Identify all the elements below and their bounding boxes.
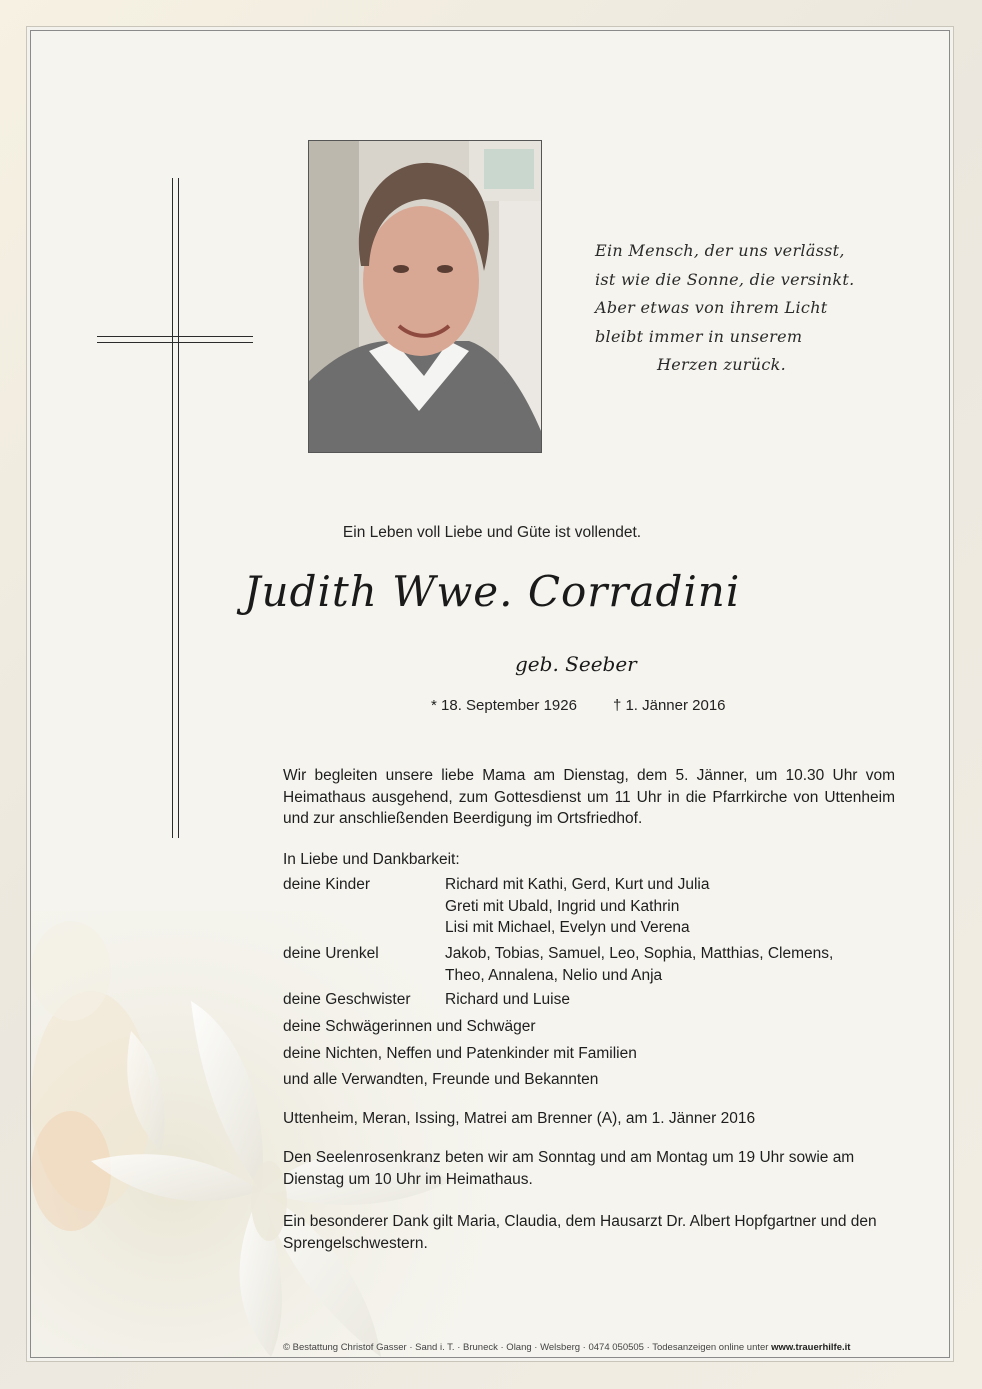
quote-line: ist wie die Sonne, die versinkt. bbox=[595, 269, 855, 289]
relative-line: und alle Verwandten, Freunde und Bekannten bbox=[283, 1071, 599, 1088]
quote-line: Ein Mensch, der uns verlässt, bbox=[595, 241, 845, 260]
quote-line: Aber etwas von ihrem Licht bbox=[595, 298, 828, 317]
thanks-heading: In Liebe und Dankbarkeit: bbox=[283, 851, 460, 868]
deceased-name: Judith Wwe. Corradini bbox=[243, 567, 741, 616]
rosary-notice: Den Seelenrosenkranz beten wir am Sonntag und am Montag um 19 Uhr sowie am Dienstag um 10 Uhr im Heimathaus. bbox=[283, 1149, 855, 1188]
footer-credit bbox=[283, 1342, 850, 1353]
footer-link[interactable]: www.trauerhilfe.it bbox=[771, 1342, 851, 1353]
relatives-more bbox=[283, 1016, 637, 1091]
relatives-great-grandchildren bbox=[283, 943, 895, 987]
page-frame bbox=[30, 30, 950, 1358]
cross-vertical-line bbox=[172, 178, 173, 838]
portrait-photo bbox=[308, 140, 542, 453]
relatives-siblings bbox=[283, 989, 895, 1011]
death-date: † 1. Jänner 2016 bbox=[612, 697, 726, 714]
lead-sentence: Ein Leben voll Liebe und Güte ist vollendet. bbox=[342, 524, 642, 541]
relative-line: deine Nichten, Neffen und Patenkinder mit Familien bbox=[283, 1044, 637, 1062]
handwritten-quote bbox=[595, 237, 925, 380]
relative-names: Theo, Annalena, Nelio und Anja bbox=[445, 966, 663, 984]
relative-names: Richard mit Kathi, Gerd, Kurt und Julia bbox=[445, 876, 710, 893]
relative-label: deine Urenkel bbox=[283, 945, 379, 962]
life-dates bbox=[431, 697, 726, 714]
birth-name: geb. Seeber bbox=[515, 652, 637, 676]
funeral-notice: Wir begleiten unsere liebe Mama am Dienstag, dem 5. Jänner, um 10.30 Uhr vom Heimathaus ausgehend, zum Gottesdienst um 11 Uhr in die Pfarrkirche von Uttenheim und zur anschließenden Beerdigung im Ortsfriedhof. bbox=[283, 767, 895, 827]
relative-names: Richard und Luise bbox=[445, 991, 570, 1008]
relatives-children bbox=[283, 874, 895, 940]
relative-names: Jakob, Tobias, Samuel, Leo, Sophia, Matthias, Clemens, bbox=[445, 945, 834, 962]
birth-date: * 18. September 1926 bbox=[431, 697, 577, 714]
quote-line: bleibt immer in unserem bbox=[595, 326, 803, 346]
place-date: Uttenheim, Meran, Issing, Matrei am Brenner (A), am 1. Jänner 2016 bbox=[283, 1110, 756, 1127]
relative-label: deine Kinder bbox=[283, 876, 371, 893]
cross-horizontal-line bbox=[97, 342, 253, 343]
relative-names: Lisi mit Michael, Evelyn und Verena bbox=[445, 919, 690, 936]
cross-vertical-line bbox=[178, 178, 179, 838]
relative-line: deine Schwägerinnen und Schwäger bbox=[283, 1018, 536, 1035]
footer-text: © Bestattung Christof Gasser · Sand i. T. · Bruneck · Olang · Welsberg · 0474 050505 · Todesanzeigen online unter bbox=[283, 1342, 772, 1353]
cross-horizontal-line bbox=[97, 336, 253, 337]
relative-label: deine Geschwister bbox=[283, 991, 411, 1008]
special-thanks: Ein besonderer Dank gilt Maria, Claudia, dem Hausarzt Dr. Albert Hopfgartner und den Sprengelschwestern. bbox=[283, 1213, 877, 1252]
quote-line: Herzen zurück. bbox=[657, 355, 786, 374]
relative-names: Greti mit Ubald, Ingrid und Kathrin bbox=[445, 897, 680, 915]
